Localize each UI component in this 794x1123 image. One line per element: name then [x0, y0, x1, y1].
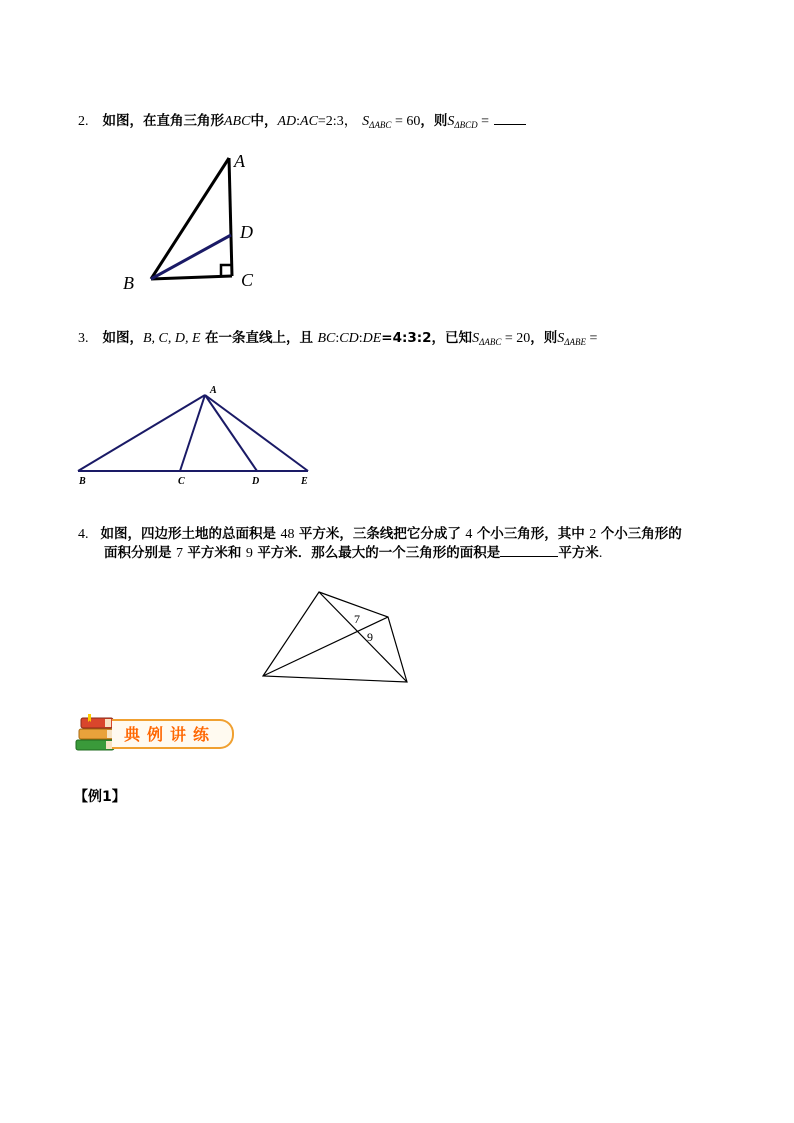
banner-title: 典例讲练 — [124, 725, 217, 744]
figure-quadrilateral — [255, 585, 420, 690]
area-label-9: 9 — [367, 630, 373, 644]
edge-ad — [205, 395, 257, 471]
edge-ae — [205, 395, 308, 471]
label-d: D — [240, 222, 253, 242]
edge-ab — [151, 158, 229, 279]
answer-blank — [494, 112, 526, 125]
question-number: 2. — [78, 114, 89, 129]
answer-blank — [500, 544, 558, 557]
question-number: 3. — [78, 331, 89, 346]
label-a: A — [210, 385, 217, 396]
question-4-line-1: 4. 如图，四边形土地的总面积是 48 平方米，三条线把它分成了 4 个小三角形，其中 2 个小三角形的 — [78, 526, 682, 542]
label-c: C — [178, 476, 185, 487]
example-label: 【例1】 — [74, 789, 126, 805]
segment-bd — [151, 235, 231, 279]
edge-bc — [151, 276, 232, 279]
quadrilateral-outline — [263, 592, 407, 682]
label-b: B — [79, 476, 86, 487]
label-d: D — [252, 476, 260, 487]
figure-line-triangles — [70, 380, 330, 490]
question-3-text: 3. 如图，B, C, D, E 在一条直线上，且 BC:CD:DE=4:3:2，已知$S_{\Delta ABC} = 20$，则$S_{\Delta ABE}$ = — [78, 330, 598, 347]
label-a: A — [234, 151, 245, 171]
question-4-line-2: 面积分别是 7 平方米和 9 平方米．那么最大的一个三角形的面积是 平方米. — [104, 545, 603, 561]
diagonal-right-to-bottom-left — [263, 617, 388, 676]
area-label-7: 7 — [354, 612, 360, 626]
edge-ac — [180, 395, 205, 471]
label-e: E — [301, 476, 308, 487]
label-b: B — [123, 273, 134, 293]
section-banner — [72, 712, 237, 756]
edge-ab — [78, 395, 205, 471]
edge-ac — [229, 158, 232, 276]
question-number: 4. — [78, 527, 89, 542]
label-c: C — [241, 270, 254, 290]
question-2-text: 2. 如图，在直角三角形ABC中，AD:AC=2:3， $S_{\Delta ABC} = 60$，则$S_{\Delta BCD}$ = — [78, 112, 526, 131]
figure-right-triangle — [110, 145, 280, 295]
